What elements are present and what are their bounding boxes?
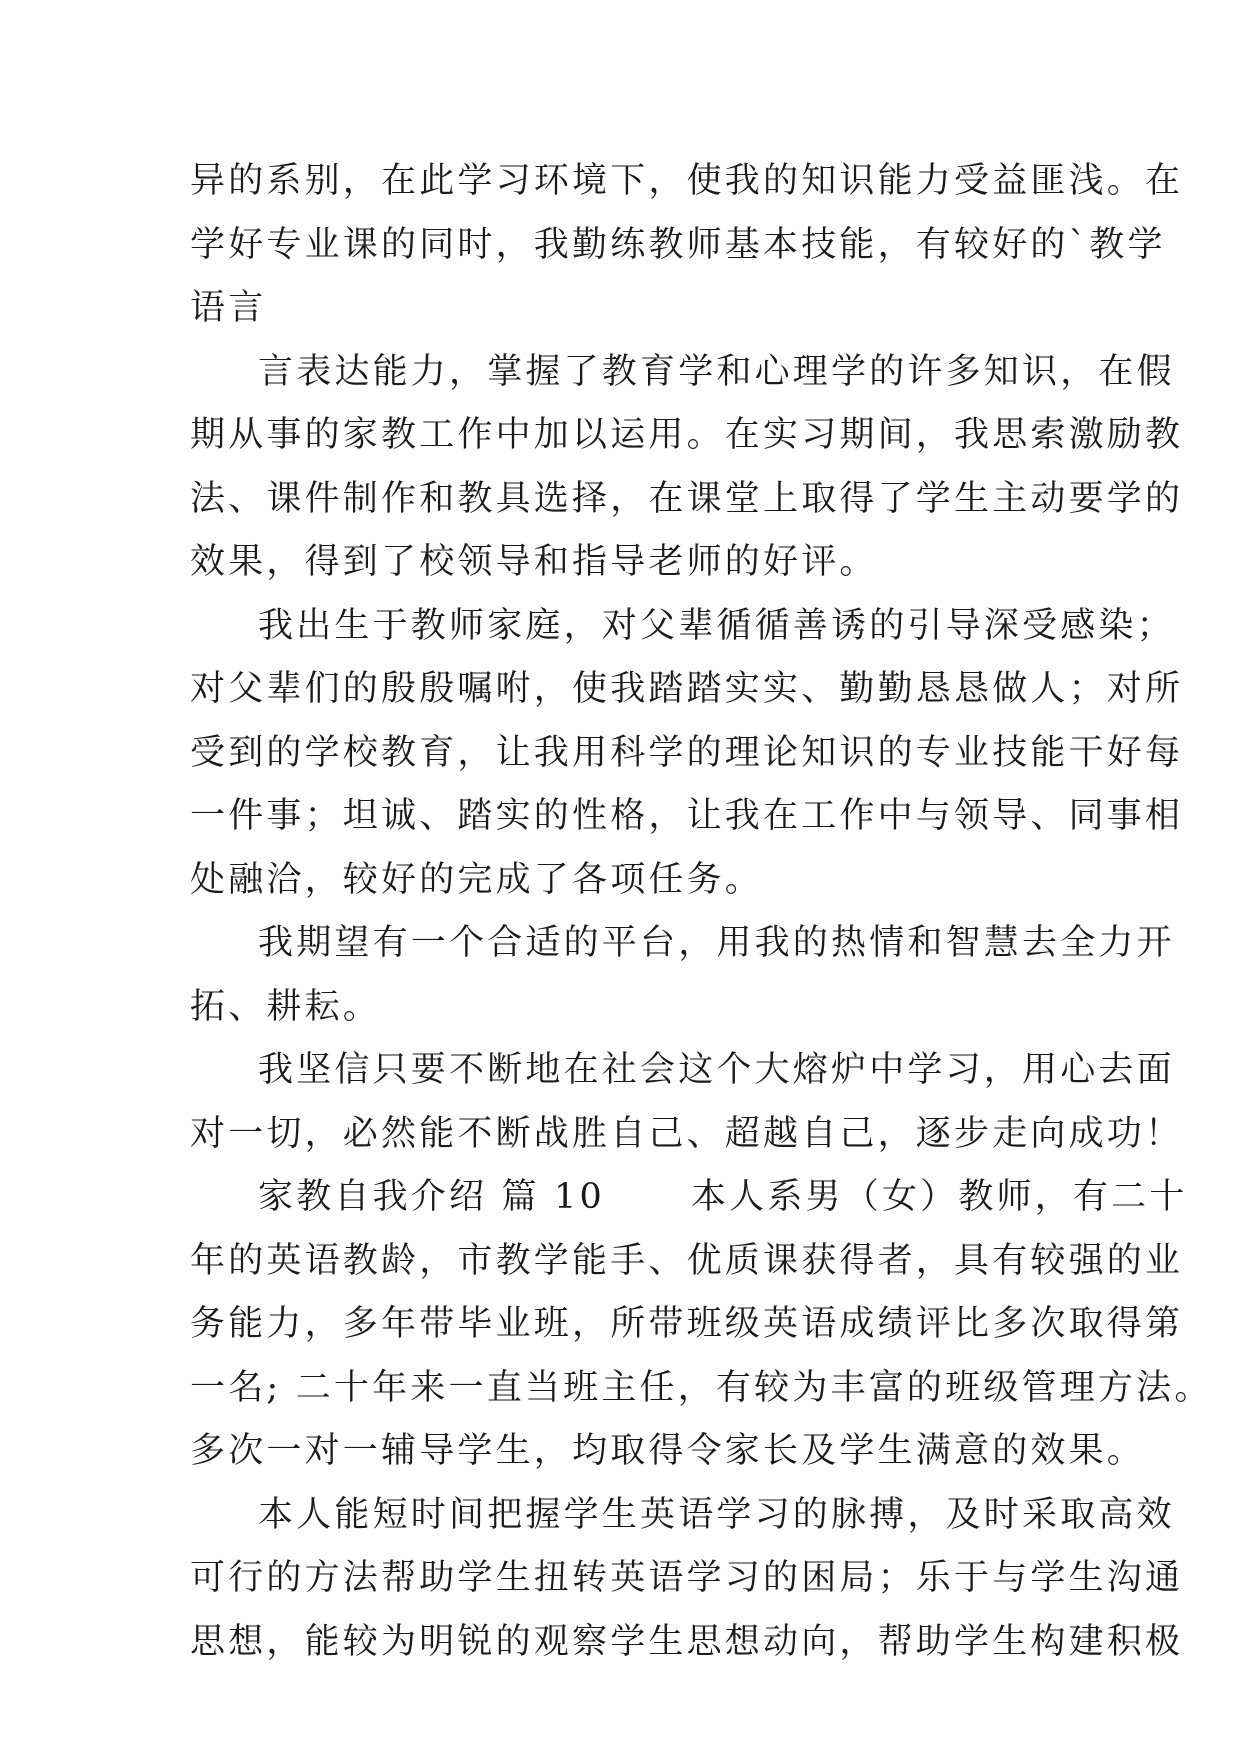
text-line: 一件事；坦诚、踏实的性格，让我在工作中与领导、同事相 (190, 796, 1184, 836)
text-line: 可行的方法帮助学生扭转英语学习的困局；乐于与学生沟通 (190, 1558, 1184, 1598)
text-line: 年的英语教龄，市教学能手、优质课获得者，具有较强的业 (190, 1240, 1184, 1281)
paragraph (190, 150, 1184, 341)
paragraph (190, 1484, 1184, 1675)
paragraph (190, 595, 1184, 913)
text-line: 言表达能力，掌握了教育学和心理学的许多知识，在假 (258, 351, 1175, 392)
text-line: 我坚信只要不断地在社会这个大熔炉中学习，用心去面 (258, 1050, 1175, 1090)
paragraph (190, 912, 1175, 1039)
text-line: 对父辈们的殷殷嘱咐，使我踏踏实实、勤勤恳恳做人；对所 (190, 669, 1184, 709)
text-line: 学好专业课的同时，我勤练教师基本技能，有较好的`教学 (190, 224, 1166, 265)
text-line: 法、课件制作和教具选择，在课堂上取得了学生主动要学的 (190, 478, 1184, 519)
text-line: 效果，得到了校领导和指导老师的好评。 (190, 542, 878, 582)
text-line: 语言 (190, 288, 267, 328)
text-line: 本人能短时间把握学生英语学习的脉搏，及时采取高效 (258, 1494, 1175, 1535)
text-line: 拓、耕耘。 (190, 986, 382, 1027)
text-line: 我出生于教师家庭，对父辈循循善诱的引导深受感染； (258, 605, 1175, 646)
text-line: 我期望有一个合适的平台，用我的热情和智慧去全力开 (258, 923, 1175, 963)
text-line: 一名; 二十年来一直当班主任，有较为丰富的班级管理方法。 (190, 1367, 1213, 1408)
text-line: 期从事的家教工作中加以运用。在实习期间，我思索激励教 (190, 415, 1184, 455)
text-line: 多次一对一辅导学生，均取得令家长及学生满意的效果。 (190, 1431, 1146, 1471)
text-line: 受到的学校教育，让我用科学的理论知识的专业技能干好每 (190, 732, 1184, 773)
text-line: 思想，能较为明锐的观察学生思想动向，帮助学生构建积极 (190, 1621, 1184, 1662)
paragraph (190, 1039, 1184, 1166)
text-line: 家教自我介绍 篇 10 本人系男（女）教师，有二十 (258, 1177, 1188, 1217)
body-text (190, 150, 1213, 1674)
text-line: 异的系别，在此学习环境下，使我的知识能力受益匪浅。在 (190, 161, 1184, 201)
paragraph (190, 341, 1184, 595)
paragraph (190, 1166, 1213, 1484)
text-line: 对一切，必然能不断战胜自己、超越自己，逐步走向成功！ (190, 1113, 1184, 1154)
text-line: 处融洽，较好的完成了各项任务。 (190, 859, 764, 900)
text-line: 务能力，多年带毕业班，所带班级英语成绩评比多次取得第 (190, 1304, 1184, 1344)
